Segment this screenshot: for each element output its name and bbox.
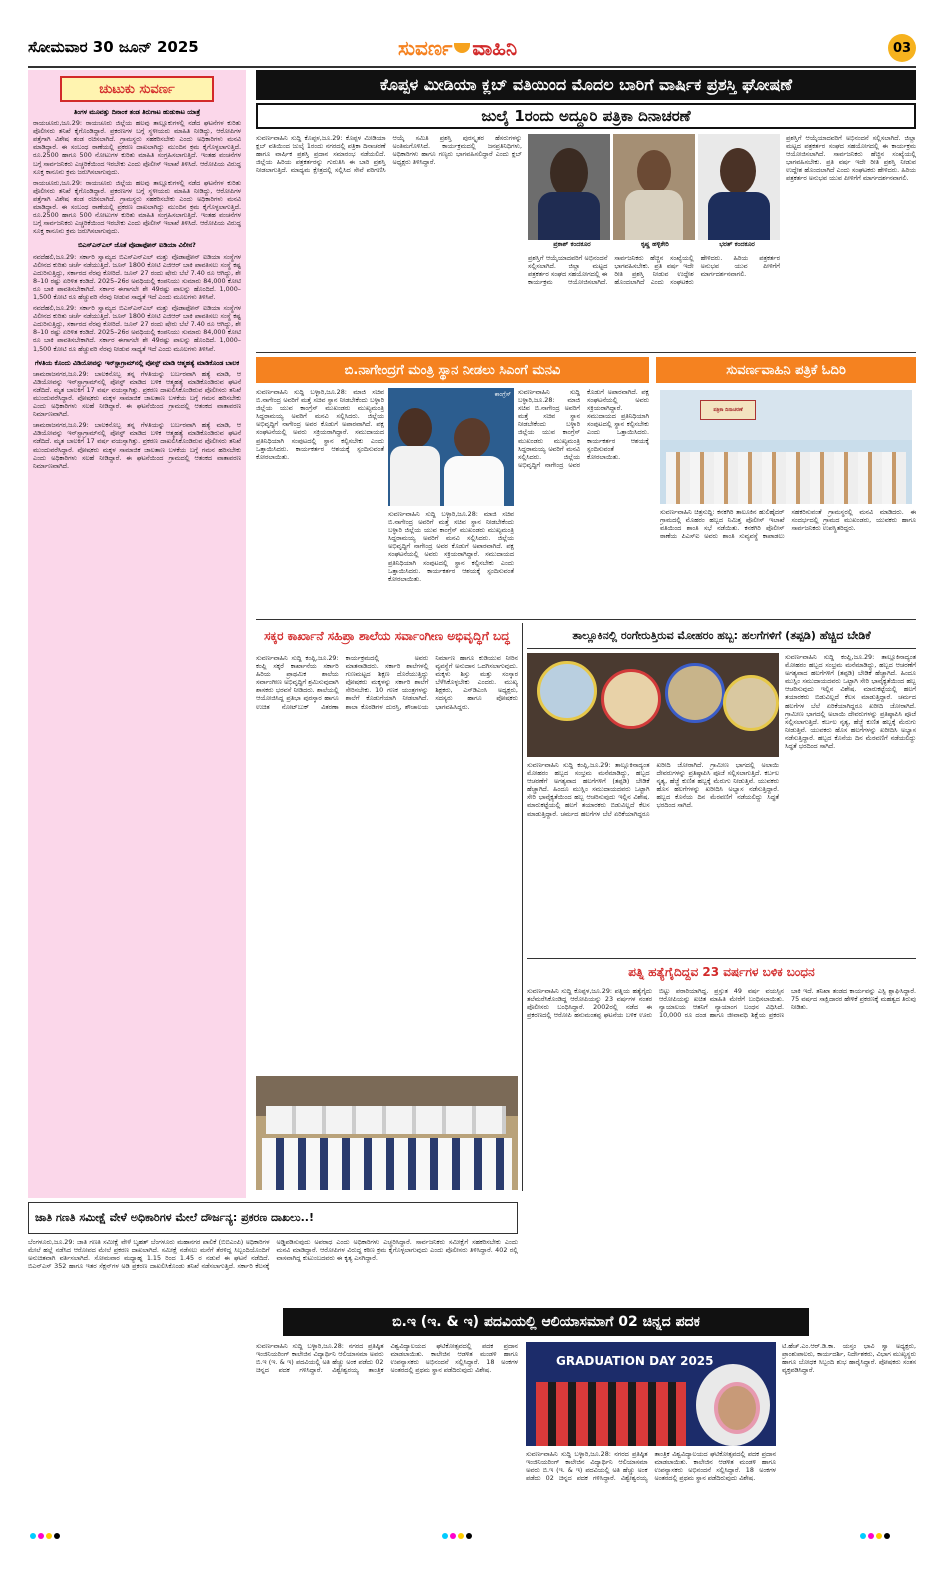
registration-marks-right [860,1524,892,1543]
caste-headline: ಜಾತಿ ಗಣತಿ ಸಮೀಕ್ಷೆ ವೇಳೆ ಅಧಿಕಾರಿಗಳ ಮೇಲೆ ದೌರ್ಜನ್ಯ: ಪ್ರಕರಣ ದಾಖಲು..! [35,1211,315,1224]
medal-body-left: ಸುವರ್ಣವಾಹಿನಿ ಸುದ್ದಿ ಬಳ್ಳಾರಿ,ಜೂ.28: ನಗರದ ಪ್ರತಿಷ್ಠಿತ ಇಂಜಿನಿಯರಿಂಗ್ ಕಾಲೇಜಿನ ವಿದ್ಯಾರ್ಥಿನಿ ಆಲಿಯಾಸಮಾ ಅವರು ಬಿ.ಇ (ಇ. & ಇ) ಪದವಿಯಲ್ಲಿ ಅತಿ ಹೆಚ್ಚು ಅಂಕ ಪಡೆದು 02 ಚಿನ್ನದ ಪದಕ ಗಳಿಸಿದ್ದಾರೆ. ವಿಶ್ವೇಶ್ವರಯ್ಯ ತಾಂತ್ರಿಕ ವಿಶ್ವವಿದ್ಯಾಲಯದ ಘಟಿಕೋತ್ಸವದಲ್ಲಿ ಪದಕ ಪ್ರದಾನ ಮಾಡಲಾಯಿತು. ಕಾಲೇಜಿನ ಆಡಳಿತ ಮಂಡಳಿ ಹಾಗೂ ಉಪನ್ಯಾಸಕರು ಅಭಿನಂದನೆ ಸಲ್ಲಿಸಿದ್ದಾರೆ. 18 ಅಂಕಗಳ ಅಂತರದಲ್ಲಿ ಪ್ರಥಮ ಸ್ಥಾನ ಪಡೆದಿರುವುದು ವಿಶೇಷ. [256,1342,518,1375]
sidebar-story2-body-cont: ನವದೆಹಲಿ,ಜೂ.29: ಸರ್ಕಾರಿ ಸ್ವಾಮ್ಯದ ಬಿಎಸ್‌ಎನ್‌ಎಲ್ ಮತ್ತು ವೊಡಾಫೋನ್ ಐಡಿಯಾ ಸಂಸ್ಥೆಗಳ ವಿಲೀನದ ಕುರಿತು ಚರ್ಚೆ ನಡೆಯುತ್ತಿದೆ. ಜೂನ್ 1800 ಕೋಟಿ ಎಜಿಆರ್ ಬಾಕಿ ಪಾವತಿಸಲು ಸಂಸ್ಥೆ ಕಷ್ಟ ಎದುರಿಸುತ್ತಿದ್ದು, ಸರ್ಕಾರದ ನೆರವು ಕೋರಿದೆ. ಜೂನ್ 27 ರಂದು ಷೇರು ಬೆಲೆ 7.40 ರೂ ಆಗಿದ್ದು, ಶೇ 8–10 ರಷ್ಟು ಏರಿಳಿತ ಕಂಡಿದೆ. 2025–26ರ ಅವಧಿಯಲ್ಲಿ ಕಂಪನಿಯು ಸುಮಾರು 84,000 ಕೋಟಿ ರೂ ಬಾಕಿ ಪಾವತಿಸಬೇಕಾಗಿದೆ. ಸರ್ಕಾರ ಈಗಾಗಲೇ ಶೇ 49ರಷ್ಟು ಪಾಲನ್ನು ಹೊಂದಿದೆ. 1,000–1,500 ಕೋಟಿ ರೂ ಹೆಚ್ಚುವರಿ ನೆರವು ನೀಡುವ ಸಾಧ್ಯತೆ ಇದೆ ಎಂದು ಮೂಲಗಳು ತಿಳಿಸಿವೆ. [33,304,241,353]
sidebar-story3-headline: ಗೆಳತಿಯ ಕೊಂದು ವಿಡಿಯೋವನ್ನು ಇನ್‌ಸ್ಟಾಗ್ರಾಮ್‌ನಲ್ಲಿ ಪೋಸ್ಟ್ ಮಾಡಿ ಆತ್ಮಹತ್ಯೆ ಮಾಡಿಕೊಂಡ ಬಾಲಕ [34,358,240,367]
divider-school-v [522,623,523,1191]
issue-date: ಸೋಮವಾರ 30 ಜೂನ್ 2025 [28,38,199,56]
arrest-headline: ಪತ್ನಿ ಹತ್ಯೆಗೈದಿದ್ದವ 23 ವರ್ಷಗಳ ಬಳಿಕ ಬಂಧನ [628,964,815,979]
caption-1: ಪ್ರಕಾಶ್ ಕಂದಕೂರ [553,240,591,248]
muharram-body-right: ಸುವರ್ಣವಾಹಿನಿ ಸುದ್ದಿ ಕಂಪ್ಲಿ,ಜೂ.29: ತಾಲ್ಲೂಕಿನಾದ್ಯಂತ ಮೋಹರಂ ಹಬ್ಬದ ಸಂಭ್ರಮ ಮನೆಮಾಡಿದ್ದು, ಹಬ್ಬದ ಆಚರಣೆಗೆ ಅಗತ್ಯವಾದ ಹಲಗೆಗಳಿಗೆ (ತಪ್ಪಡಿ) ಬೇಡಿಕೆ ಹೆಚ್ಚಾಗಿದೆ. ಹಿಂದೂ ಮುಸ್ಲಿಂ ಸಮುದಾಯದವರು ಒಟ್ಟಾಗಿ ಸೇರಿ ಭಾವೈಕ್ಯತೆಯಿಂದ ಹಬ್ಬ ಆಚರಿಸುವುದು ಇಲ್ಲಿನ ವಿಶೇಷ. ಮಾರುಕಟ್ಟೆಯಲ್ಲಿ ಹಲಗೆ ತಯಾರಕರು ಬಿಡುವಿಲ್ಲದೆ ಕೆಲಸ ಮಾಡುತ್ತಿದ್ದಾರೆ. ಚರ್ಮದ ಹಲಗೆಗಳ ಬೆಲೆ ಏರಿಕೆಯಾಗಿದ್ದರೂ ಖರೀದಿ ಜೋರಾಗಿದೆ. ಗ್ರಾಮೀಣ ಭಾಗದಲ್ಲಿ ಅಲಾಯಿ ದೇವರುಗಳನ್ನು ಪ್ರತಿಷ್ಠಾಪಿಸಿ ಪೂಜೆ ಸಲ್ಲಿಸಲಾಗುತ್ತಿದೆ. ಕರ್ಬಲ ನೃತ್ಯ, ಹೆಜ್ಜೆ ಕುಣಿತ ಹಬ್ಬಕ್ಕೆ ಮೆರುಗು ನೀಡುತ್ತಿವೆ. ಯುವಕರು ಹೊಸ ಹಲಗೆಗಳನ್ನು ಖರೀದಿಸಿ ಅಭ್ಯಾಸ ನಡೆಸುತ್ತಿದ್ದಾರೆ. ಹಬ್ಬದ ಕೊನೆಯ ದಿನ ಮೆರವಣಿಗೆ ನಡೆಯಲಿದ್ದು ಸಿದ್ಧತೆ ಭರದಿಂದ ಸಾಗಿದೆ. [785,653,916,751]
sidebar-title-box [60,76,214,102]
peace-meeting-photo [660,390,912,504]
medal-headline: ಬಿ.ಇ (ಇ. & ಇ) ಪದವಿಯಲ್ಲಿ ಆಲಿಯಾಸಮಾಗೆ 02 ಚಿನ್ನದ ಪದಕ [283,1308,809,1336]
masthead-rule [28,66,916,68]
top-story-body-right: ಪ್ರಶಸ್ತಿಗೆ ಆಯ್ಕೆಯಾದವರಿಗೆ ಅಭಿನಂದನೆ ಸಲ್ಲಿಸಲಾಗಿದೆ. ಜಿಲ್ಲಾ ಮಟ್ಟದ ಪತ್ರಕರ್ತರ ಸಂಘದ ಸಹಯೋಗದಲ್ಲಿ ಈ ಕಾರ್ಯಕ್ರಮ ಆಯೋಜಿಸಲಾಗಿದೆ. ಸಾರ್ವಜನಿಕರು ಹೆಚ್ಚಿನ ಸಂಖ್ಯೆಯಲ್ಲಿ ಭಾಗವಹಿಸಬೇಕು. ಪ್ರತಿ ವರ್ಷ ಇದೇ ರೀತಿ ಪ್ರಶಸ್ತಿ ನೀಡುವ ಉದ್ದೇಶ ಹೊಂದಲಾಗಿದೆ ಎಂದು ಸಂಘಟಕರು ಹೇಳಿದರು. ಹಿರಿಯ ಪತ್ರಕರ್ತರ ಅನುಭವ ಯುವ ಪೀಳಿಗೆಗೆ ಮಾರ್ಗದರ್ಶನವಾಗಲಿ. [786,134,916,183]
masthead [28,34,916,66]
registration-marks-mid [442,1524,474,1543]
sidebar-story2-body: ನವದೆಹಲಿ,ಜೂ.29: ಸರ್ಕಾರಿ ಸ್ವಾಮ್ಯದ ಬಿಎಸ್‌ಎನ್‌ಎಲ್ ಮತ್ತು ವೊಡಾಫೋನ್ ಐಡಿಯಾ ಸಂಸ್ಥೆಗಳ ವಿಲೀನದ ಕುರಿತು ಚರ್ಚೆ ನಡೆಯುತ್ತಿದೆ. ಜೂನ್ 1800 ಕೋಟಿ ಎಜಿಆರ್ ಬಾಕಿ ಪಾವತಿಸಲು ಸಂಸ್ಥೆ ಕಷ್ಟ ಎದುರಿಸುತ್ತಿದ್ದು, ಸರ್ಕಾರದ ನೆರವು ಕೋರಿದೆ. ಜೂನ್ 27 ರಂದು ಷೇರು ಬೆಲೆ 7.40 ರೂ ಆಗಿದ್ದು, ಶೇ 8–10 ರಷ್ಟು ಏರಿಳಿತ ಕಂಡಿದೆ. 2025–26ರ ಅವಧಿಯಲ್ಲಿ ಕಂಪನಿಯು ಸುಮಾರು 84,000 ಕೋಟಿ ರೂ ಬಾಕಿ ಪಾವತಿಸಬೇಕಾಗಿದೆ. ಸರ್ಕಾರ ಈಗಾಗಲೇ ಶೇ 49ರಷ್ಟು ಪಾಲನ್ನು ಹೊಂದಿದೆ. 1,000–1,500 ಕೋಟಿ ರೂ ಹೆಚ್ಚುವರಿ ನೆರವು ನೀಡುವ ಸಾಧ್ಯತೆ ಇದೆ ಎಂದು ಮೂಲಗಳು ತಿಳಿಸಿವೆ. [33,252,241,301]
journalist-photo-1 [528,134,610,240]
journalist-photo-2 [613,134,695,240]
top-story-body-mid: ಪ್ರಶಸ್ತಿಗೆ ಆಯ್ಕೆಯಾದವರಿಗೆ ಅಭಿನಂದನೆ ಸಲ್ಲಿಸಲಾಗಿದೆ. ಜಿಲ್ಲಾ ಮಟ್ಟದ ಪತ್ರಕರ್ತರ ಸಂಘದ ಸಹಯೋಗದಲ್ಲಿ ಈ ಕಾರ್ಯಕ್ರಮ ಆಯೋಜಿಸಲಾಗಿದೆ. ಸಾರ್ವಜನಿಕರು ಹೆಚ್ಚಿನ ಸಂಖ್ಯೆಯಲ್ಲಿ ಭಾಗವಹಿಸಬೇಕು. ಪ್ರತಿ ವರ್ಷ ಇದೇ ರೀತಿ ಪ್ರಶಸ್ತಿ ನೀಡುವ ಉದ್ದೇಶ ಹೊಂದಲಾಗಿದೆ ಎಂದು ಸಂಘಟಕರು ಹೇಳಿದರು. ಹಿರಿಯ ಪತ್ರಕರ್ತರ ಅನುಭವ ಯುವ ಪೀಳಿಗೆಗೆ ಮಾರ್ಗದರ್ಶನವಾಗಲಿ. [528,254,780,287]
sidebar-story1-body-cont: ರಾಯಚೂರು,ಜೂ.29: ರಾಯಚೂರು ಜಿಲ್ಲೆಯ ಹಲವು ತಾಲ್ಲೂಕುಗಳಲ್ಲಿ ನಡೆದ ಘಟನೆಗಳ ಕುರಿತು ಪೊಲೀಸರು ತನಿಖೆ ಕೈಗೊಂಡಿದ್ದಾರೆ. ಪ್ರಕರಣಗಳ ಬಗ್ಗೆ ಸ್ಥಳೀಯರು ಮಾಹಿತಿ ನೀಡಿದ್ದು, ಆರೋಪಿಗಳ ಪತ್ತೆಗಾಗಿ ವಿಶೇಷ ತಂಡ ರಚಿಸಲಾಗಿದೆ. ಗ್ರಾಮಸ್ಥರು ಸಹಕರಿಸಬೇಕು ಎಂದು ಅಧಿಕಾರಿಗಳು ಮನವಿ ಮಾಡಿದ್ದಾರೆ. ಈ ಸಂಬಂಧ ಠಾಣೆಯಲ್ಲಿ ಪ್ರಕರಣ ದಾಖಲಾಗಿದ್ದು ಮುಂದಿನ ಕ್ರಮ ಕೈಗೊಳ್ಳಲಾಗುತ್ತಿದೆ. ರೂ.2500 ಹಾಗೂ 500 ನೋಟುಗಳ ಕುರಿತು ಮಾಹಿತಿ ಸಂಗ್ರಹಿಸಲಾಗುತ್ತಿದೆ. ಇಂತಹ ವಂಚನೆಗಳ ಬಗ್ಗೆ ಸಾರ್ವಜನಿಕರು ಎಚ್ಚರಿಕೆಯಿಂದ ಇರಬೇಕು ಎಂದು ಪೊಲೀಸ್ ಇಲಾಖೆ ತಿಳಿಸಿದೆ. ಆರೋಪಿಯ ವಿರುದ್ಧ ಸೂಕ್ತ ಕಾನೂನು ಕ್ರಮ ಜರುಗಿಸಲಾಗುವುದು. [33,178,241,236]
nagendra-photo [388,388,514,506]
logo-left: ಸುವರ್ಣ [398,36,453,60]
divider-3 [527,958,916,959]
graduation-photo [526,1342,776,1446]
divider-1 [256,352,916,353]
sidebar-story2-headline: ಬಿಎಸ್‌ಎನ್‌ಎಲ್ ಜೊತೆ ವೊಡಾಫೋನ್ ಐಡಿಯಾ ವಿಲೀನ? [78,241,196,250]
read-paper-headline: ಸುವರ್ಣವಾಹಿನಿ ಪತ್ರಿಕೆ ಓದಿರಿ [656,357,916,383]
muharram-body-left: ಸುವರ್ಣವಾಹಿನಿ ಸುದ್ದಿ ಕಂಪ್ಲಿ,ಜೂ.29: ತಾಲ್ಲೂಕಿನಾದ್ಯಂತ ಮೋಹರಂ ಹಬ್ಬದ ಸಂಭ್ರಮ ಮನೆಮಾಡಿದ್ದು, ಹಬ್ಬದ ಆಚರಣೆಗೆ ಅಗತ್ಯವಾದ ಹಲಗೆಗಳಿಗೆ (ತಪ್ಪಡಿ) ಬೇಡಿಕೆ ಹೆಚ್ಚಾಗಿದೆ. ಹಿಂದೂ ಮುಸ್ಲಿಂ ಸಮುದಾಯದವರು ಒಟ್ಟಾಗಿ ಸೇರಿ ಭಾವೈಕ್ಯತೆಯಿಂದ ಹಬ್ಬ ಆಚರಿಸುವುದು ಇಲ್ಲಿನ ವಿಶೇಷ. ಮಾರುಕಟ್ಟೆಯಲ್ಲಿ ಹಲಗೆ ತಯಾರಕರು ಬಿಡುವಿಲ್ಲದೆ ಕೆಲಸ ಮಾಡುತ್ತಿದ್ದಾರೆ. ಚರ್ಮದ ಹಲಗೆಗಳ ಬೆಲೆ ಏರಿಕೆಯಾಗಿದ್ದರೂ ಖರೀದಿ ಜೋರಾಗಿದೆ. ಗ್ರಾಮೀಣ ಭಾಗದಲ್ಲಿ ಅಲಾಯಿ ದೇವರುಗಳನ್ನು ಪ್ರತಿಷ್ಠಾಪಿಸಿ ಪೂಜೆ ಸಲ್ಲಿಸಲಾಗುತ್ತಿದೆ. ಕರ್ಬಲ ನೃತ್ಯ, ಹೆಜ್ಜೆ ಕುಣಿತ ಹಬ್ಬಕ್ಕೆ ಮೆರುಗು ನೀಡುತ್ತಿವೆ. ಯುವಕರು ಹೊಸ ಹಲಗೆಗಳನ್ನು ಖರೀದಿಸಿ ಅಭ್ಯಾಸ ನಡೆಸುತ್ತಿದ್ದಾರೆ. ಹಬ್ಬದ ಕೊನೆಯ ದಿನ ಮೆರವಣಿಗೆ ನಡೆಯಲಿದ್ದು ಸಿದ್ಧತೆ ಭರದಿಂದ ಸಾಗಿದೆ. [527,761,779,818]
sidebar-story1-headline: ತಿಂಗಳ ಮೂವತ್ತು ದಿನಾಂಕ ತಂಡ ತಿರುಗಾಟ ಹುಡುಕಾಟ ಯಾತ್ರೆ [73,108,201,116]
masthead-logo [398,34,517,62]
caste-body: ಬೆಂಗಳೂರು,ಜೂ.29: ಜಾತಿ ಗಣತಿ ಸಮೀಕ್ಷೆ ವೇಳೆ ಬೃಹತ್ ಬೆಂಗಳೂರು ಮಹಾನಗರ ಪಾಲಿಕೆ (ಬಿಬಿಎಂಪಿ) ಅಧಿಕಾರಿಗಳ ಮೇಲೆ ಹಲ್ಲೆ ನಡೆಸಿದ ಆರೋಪದ ಮೇಲೆ ಪ್ರಕರಣ ದಾಖಲಾಗಿದೆ. ಸಮೀಕ್ಷೆ ನಡೆಸಲು ಮನೆಗೆ ತೆರಳಿದ್ದ ಸಿಬ್ಬಂದಿಯೊಂದಿಗೆ ಅನುಚಿತವಾಗಿ ವರ್ತಿಸಲಾಗಿದೆ. ಸೋಮವಾರ ಮಧ್ಯಾಹ್ನ 1.15 ರಿಂದ 1.45 ರ ನಡುವೆ ಈ ಘಟನೆ ನಡೆದಿದೆ. ಬಿಎನ್‌ಎಸ್ 352 ಹಾಗೂ ಇತರ ಸೆಕ್ಷನ್‌ಗಳ ಅಡಿ ಪ್ರಕರಣ ದಾಖಲಿಸಿಕೊಂಡು ತನಿಖೆ ನಡೆಸಲಾಗುತ್ತಿದೆ. ಸರ್ಕಾರಿ ಕೆಲಸಕ್ಕೆ ಅಡ್ಡಿಪಡಿಸುವುದು ಅಪರಾಧ ಎಂದು ಅಧಿಕಾರಿಗಳು ಎಚ್ಚರಿಸಿದ್ದಾರೆ. ಸಾರ್ವಜನಿಕರು ಸಮೀಕ್ಷೆಗೆ ಸಹಕರಿಸಬೇಕು ಎಂದು ಮನವಿ ಮಾಡಿದ್ದಾರೆ. ಆರೋಪಿಗಳ ವಿರುದ್ಧ ಕಠಿಣ ಕ್ರಮ ಕೈಗೊಳ್ಳಲಾಗುವುದು ಎಂದು ಪೊಲೀಸರು ತಿಳಿಸಿದ್ದಾರೆ. 402 ರಲ್ಲಿ ವಾಸವಾಗಿದ್ದ ಕುಟುಂಬದವರು ಈ ಕೃತ್ಯ ಎಸಗಿದ್ದಾರೆ. [28,1238,518,1271]
muharram-headline: ತಾಲ್ಲೂಕಿನಲ್ಲಿ ರಂಗೇರುತ್ತಿರುವ ಮೋಹರಂ ಹಬ್ಬ: ಹಲಗೆಗಳಿಗೆ (ತಪ್ಪಡಿ) ಹೆಚ್ಚಿದ ಬೇಡಿಕೆ [527,623,916,649]
school-body: ಸುವರ್ಣವಾಹಿನಿ ಸುದ್ದಿ ಕಂಪ್ಲಿ,ಜೂ.29: ಕಂಪ್ಲಿ ಸಕ್ಕರೆ ಕಾರ್ಖಾನೆಯ ಸರ್ಕಾರಿ ಹಿರಿಯ ಪ್ರಾಥಮಿಕ ಶಾಲೆಯ ಸರ್ವಾಂಗೀಣ ಅಭಿವೃದ್ಧಿಗೆ ಶ್ರಮಿಸುವುದಾಗಿ ಶಾಸಕರು ಭರವಸೆ ನೀಡಿದರು. ಶಾಲೆಯಲ್ಲಿ ಆಯೋಜಿಸಿದ್ದ ಪ್ರತಿಭಾ ಪುರಸ್ಕಾರ ಹಾಗೂ ಉಚಿತ ನೋಟ್‌ಬುಕ್ ವಿತರಣಾ ಕಾರ್ಯಕ್ರಮದಲ್ಲಿ ಅವರು ಮಾತನಾಡಿದರು. ಸರ್ಕಾರಿ ಶಾಲೆಗಳಲ್ಲಿ ಗುಣಮಟ್ಟದ ಶಿಕ್ಷಣ ದೊರೆಯುತ್ತಿದ್ದು ಪೋಷಕರು ಮಕ್ಕಳನ್ನು ಸರ್ಕಾರಿ ಶಾಲೆಗೆ ಸೇರಿಸಬೇಕು. 10 ಗಣಕ ಯಂತ್ರಗಳನ್ನು ಶಾಲೆಗೆ ಕೊಡುಗೆಯಾಗಿ ನೀಡಲಾಗಿದೆ. ಶಾಲಾ ಕೊಠಡಿಗಳ ದುರಸ್ತಿ, ಶೌಚಾಲಯ ನಿರ್ಮಾಣ ಹಾಗೂ ಕುಡಿಯುವ ನೀರಿನ ವ್ಯವಸ್ಥೆಗೆ ಅನುದಾನ ಒದಗಿಸಲಾಗುವುದು. ಮಕ್ಕಳು ಶಿಸ್ತು ಮತ್ತು ಸಂಸ್ಕಾರ ಬೆಳೆಸಿಕೊಳ್ಳಬೇಕು ಎಂದರು. ಮುಖ್ಯ ಶಿಕ್ಷಕರು, ಎಸ್‌ಡಿಎಂಸಿ ಅಧ್ಯಕ್ಷರು, ಸದಸ್ಯರು ಹಾಗೂ ಪೋಷಕರು ಭಾಗವಹಿಸಿದ್ದರು. [256,654,518,711]
sidebar-story3-body: ಚಾಮರಾಜನಗರ,ಜೂ.29: ಬಾಲಕನೊಬ್ಬ ತನ್ನ ಗೆಳತಿಯನ್ನು ಬರ್ಬರವಾಗಿ ಹತ್ಯೆ ಮಾಡಿ, ಆ ವಿಡಿಯೋವನ್ನು ಇನ್‌ಸ್ಟಾಗ್ರಾಮ್‌ನಲ್ಲಿ ಪೋಸ್ಟ್ ಮಾಡಿದ ಬಳಿಕ ಆತ್ಮಹತ್ಯೆ ಮಾಡಿಕೊಂಡಿರುವ ಘಟನೆ ನಡೆದಿದೆ. ಮೃತ ಬಾಲಕಿಗೆ 17 ವರ್ಷ ವಯಸ್ಸಾಗಿತ್ತು. ಪ್ರಕರಣ ದಾಖಲಿಸಿಕೊಂಡಿರುವ ಪೊಲೀಸರು ತನಿಖೆ ಮುಂದುವರೆಸಿದ್ದಾರೆ. ಪೋಷಕರು ಮಕ್ಕಳ ಸಾಮಾಜಿಕ ಜಾಲತಾಣ ಬಳಕೆಯ ಬಗ್ಗೆ ಗಮನ ಹರಿಸಬೇಕು ಎಂದು ಅಧಿಕಾರಿಗಳು ಸಲಹೆ ನೀಡಿದ್ದಾರೆ. ಈ ಘಟನೆಯಿಂದ ಗ್ರಾಮದಲ್ಲಿ ಆತಂಕದ ವಾತಾವರಣ ನಿರ್ಮಾಣವಾಗಿದೆ. [33,369,241,419]
top-story-body-left: ಸುವರ್ಣವಾಹಿನಿ ಸುದ್ದಿ ಕೊಪ್ಪಳ,ಜೂ.29: ಕೊಪ್ಪಳ ಮೀಡಿಯಾ ಕ್ಲಬ್ ವತಿಯಿಂದ ಜುಲೈ 1ರಂದು ನಗರದಲ್ಲಿ ಪತ್ರಿಕಾ ದಿನಾಚರಣೆ ಹಾಗೂ ವಾರ್ಷಿಕ ಪ್ರಶಸ್ತಿ ಪ್ರದಾನ ಸಮಾರಂಭ ನಡೆಯಲಿದೆ. ಜಿಲ್ಲೆಯ ಹಿರಿಯ ಪತ್ರಕರ್ತರನ್ನು ಗುರುತಿಸಿ ಈ ಬಾರಿ ಪ್ರಶಸ್ತಿ ನೀಡಲಾಗುತ್ತಿದೆ. ಮಾಧ್ಯಮ ಕ್ಷೇತ್ರದಲ್ಲಿ ಸಲ್ಲಿಸಿದ ಸೇವೆ ಪರಿಗಣಿಸಿ ಆಯ್ಕೆ ಸಮಿತಿ ಪ್ರಶಸ್ತಿ ಪುರಸ್ಕೃತರ ಹೆಸರುಗಳನ್ನು ಅಂತಿಮಗೊಳಿಸಿದೆ. ಕಾರ್ಯಕ್ರಮದಲ್ಲಿ ಜನಪ್ರತಿನಿಧಿಗಳು, ಅಧಿಕಾರಿಗಳು ಹಾಗೂ ಗಣ್ಯರು ಭಾಗವಹಿಸಲಿದ್ದಾರೆ ಎಂದು ಕ್ಲಬ್ ಅಧ್ಯಕ್ಷರು ತಿಳಿಸಿದ್ದಾರೆ. [256,134,522,175]
medal-body-mid: ಸುವರ್ಣವಾಹಿನಿ ಸುದ್ದಿ ಬಳ್ಳಾರಿ,ಜೂ.28: ನಗರದ ಪ್ರತಿಷ್ಠಿತ ಇಂಜಿನಿಯರಿಂಗ್ ಕಾಲೇಜಿನ ವಿದ್ಯಾರ್ಥಿನಿ ಆಲಿಯಾಸಮಾ ಅವರು ಬಿ.ಇ (ಇ. & ಇ) ಪದವಿಯಲ್ಲಿ ಅತಿ ಹೆಚ್ಚು ಅಂಕ ಪಡೆದು 02 ಚಿನ್ನದ ಪದಕ ಗಳಿಸಿದ್ದಾರೆ. ವಿಶ್ವೇಶ್ವರಯ್ಯ ತಾಂತ್ರಿಕ ವಿಶ್ವವಿದ್ಯಾಲಯದ ಘಟಿಕೋತ್ಸವದಲ್ಲಿ ಪದಕ ಪ್ರದಾನ ಮಾಡಲಾಯಿತು. ಕಾಲೇಜಿನ ಆಡಳಿತ ಮಂಡಳಿ ಹಾಗೂ ಉಪನ್ಯಾಸಕರು ಅಭಿನಂದನೆ ಸಲ್ಲಿಸಿದ್ದಾರೆ. 18 ಅಂಕಗಳ ಅಂತರದಲ್ಲಿ ಪ್ರಥಮ ಸ್ಥಾನ ಪಡೆದಿರುವುದು ವಿಶೇಷ. [526,1450,776,1483]
nagendra-body-right: ಸುವರ್ಣವಾಹಿನಿ ಸುದ್ದಿ ಬಳ್ಳಾರಿ,ಜೂ.28: ಮಾಜಿ ಸಚಿವ ಬಿ.ನಾಗೇಂದ್ರ ಅವರಿಗೆ ಮತ್ತೆ ಸಚಿವ ಸ್ಥಾನ ನೀಡಬೇಕೆಂದು ಬಳ್ಳಾರಿ ಜಿಲ್ಲೆಯ ಯುವ ಕಾಂಗ್ರೆಸ್ ಮುಖಂಡರು ಮುಖ್ಯಮಂತ್ರಿ ಸಿದ್ದರಾಮಯ್ಯ ಅವರಿಗೆ ಮನವಿ ಸಲ್ಲಿಸಿದರು. ಜಿಲ್ಲೆಯ ಅಭಿವೃದ್ಧಿಗೆ ನಾಗೇಂದ್ರ ಅವರ ಕೊಡುಗೆ ಅಪಾರವಾಗಿದೆ. ಪಕ್ಷ ಸಂಘಟನೆಯಲ್ಲಿ ಅವರು ಸಕ್ರಿಯರಾಗಿದ್ದಾರೆ. ಸಮುದಾಯದ ಪ್ರತಿನಿಧಿಯಾಗಿ ಸಂಪುಟದಲ್ಲಿ ಸ್ಥಾನ ಕಲ್ಪಿಸಬೇಕು ಎಂದು ಒತ್ತಾಯಿಸಿದರು. ಕಾರ್ಯಕರ್ತರ ಆಶಯಕ್ಕೆ ಸ್ಪಂದಿಸುವಂತೆ ಕೋರಲಾಯಿತು. [518,388,649,469]
page-number: 03 [888,34,916,62]
sidebar-story1-body: ರಾಯಚೂರು,ಜೂ.29: ರಾಯಚೂರು ಜಿಲ್ಲೆಯ ಹಲವು ತಾಲ್ಲೂಕುಗಳಲ್ಲಿ ನಡೆದ ಘಟನೆಗಳ ಕುರಿತು ಪೊಲೀಸರು ತನಿಖೆ ಕೈಗೊಂಡಿದ್ದಾರೆ. ಪ್ರಕರಣಗಳ ಬಗ್ಗೆ ಸ್ಥಳೀಯರು ಮಾಹಿತಿ ನೀಡಿದ್ದು, ಆರೋಪಿಗಳ ಪತ್ತೆಗಾಗಿ ವಿಶೇಷ ತಂಡ ರಚಿಸಲಾಗಿದೆ. ಗ್ರಾಮಸ್ಥರು ಸಹಕರಿಸಬೇಕು ಎಂದು ಅಧಿಕಾರಿಗಳು ಮನವಿ ಮಾಡಿದ್ದಾರೆ. ಈ ಸಂಬಂಧ ಠಾಣೆಯಲ್ಲಿ ಪ್ರಕರಣ ದಾಖಲಾಗಿದ್ದು ಮುಂದಿನ ಕ್ರಮ ಕೈಗೊಳ್ಳಲಾಗುತ್ತಿದೆ. ರೂ.2500 ಹಾಗೂ 500 ನೋಟುಗಳ ಕುರಿತು ಮಾಹಿತಿ ಸಂಗ್ರಹಿಸಲಾಗುತ್ತಿದೆ. ಇಂತಹ ವಂಚನೆಗಳ ಬಗ್ಗೆ ಸಾರ್ವಜನಿಕರು ಎಚ್ಚರಿಕೆಯಿಂದ ಇರಬೇಕು ಎಂದು ಪೊಲೀಸ್ ಇಲಾಖೆ ತಿಳಿಸಿದೆ. ಆರೋಪಿಯ ವಿರುದ್ಧ ಸೂಕ್ತ ಕಾನೂನು ಕ್ರಮ ಜರುಗಿಸಲಾಗುವುದು. [33,119,241,176]
muharram-photo [527,653,779,757]
logo-right: ವಾಹಿನಿ [472,36,518,60]
sidebar-story3-body-cont: ಚಾಮರಾಜನಗರ,ಜೂ.29: ಬಾಲಕನೊಬ್ಬ ತನ್ನ ಗೆಳತಿಯನ್ನು ಬರ್ಬರವಾಗಿ ಹತ್ಯೆ ಮಾಡಿ, ಆ ವಿಡಿಯೋವನ್ನು ಇನ್‌ಸ್ಟಾಗ್ರಾಮ್‌ನಲ್ಲಿ ಪೋಸ್ಟ್ ಮಾಡಿದ ಬಳಿಕ ಆತ್ಮಹತ್ಯೆ ಮಾಡಿಕೊಂಡಿರುವ ಘಟನೆ ನಡೆದಿದೆ. ಮೃತ ಬಾಲಕಿಗೆ 17 ವರ್ಷ ವಯಸ್ಸಾಗಿತ್ತು. ಪ್ರಕರಣ ದಾಖಲಿಸಿಕೊಂಡಿರುವ ಪೊಲೀಸರು ತನಿಖೆ ಮುಂದುವರೆಸಿದ್ದಾರೆ. ಪೋಷಕರು ಮಕ್ಕಳ ಸಾಮಾಜಿಕ ಜಾಲತಾಣ ಬಳಕೆಯ ಬಗ್ಗೆ ಗಮನ ಹರಿಸಬೇಕು ಎಂದು ಅಧಿಕಾರಿಗಳು ಸಲಹೆ ನೀಡಿದ್ದಾರೆ. ಈ ಘಟನೆಯಿಂದ ಗ್ರಾಮದಲ್ಲಿ ಆತಂಕದ ವಾತಾವರಣ ನಿರ್ಮಾಣವಾಗಿದೆ. [33,421,241,470]
top-story-photo-captions [528,240,780,250]
sidebar-panel [28,70,246,1198]
registration-marks-left [30,1524,62,1543]
medal-body-right: ಟಿ.ಹೆಚ್.ಎಂ.ಆರ್.ಡಿ.ಕಾ. ಯಸ್ತಂ ಭಾವಿ ಸ್ವಾ ಅಧ್ಯಕ್ಷರು, ಪ್ರಾಂಶುಪಾಲರು, ಕಾರ್ಯದರ್ಶಿ, ನಿರ್ದೇಶಕರು, ವಿಭಾಗ ಮುಖ್ಯಸ್ಥರು ಹಾಗೂ ಬೋಧಕ ಸಿಬ್ಬಂದಿ ಶುಭ ಹಾರೈಸಿದ್ದಾರೆ. ಪೋಷಕರು ಸಂತಸ ವ್ಯಕ್ತಪಡಿಸಿದ್ದಾರೆ. [782,1342,916,1375]
read-paper-body: ಸುವರ್ಣವಾಹಿನಿ ಚಿತ್ರಸುದ್ದಿ: ಕನಕಗಿರಿ ತಾಲೂಕಿನ ಹುಲಿಹೈದರ್ ಗ್ರಾಮದಲ್ಲಿ ಮೊಹರಂ ಹಬ್ಬದ ನಿಮಿತ್ತ ಪೊಲೀಸ್ ಇಲಾಖೆ ವತಿಯಿಂದ ಶಾಂತಿ ಸಭೆ ನಡೆಯಿತು. ಕನಕಗಿರಿ ಪೊಲೀಸ್ ಠಾಣೆಯ ಪಿಎಸ್ಐ ಅವರು ಶಾಂತಿ ಸುವ್ಯವಸ್ಥೆ ಕಾಪಾಡಲು ಸಹಕರಿಸುವಂತೆ ಗ್ರಾಮಸ್ಥರಲ್ಲಿ ಮನವಿ ಮಾಡಿದರು. ಈ ಸಂದರ್ಭದಲ್ಲಿ ಗ್ರಾಮದ ಮುಖಂಡರು, ಯುವಕರು ಹಾಗೂ ಸಾರ್ವಜನಿಕರು ಉಪಸ್ಥಿತರಿದ್ದರು. [660,508,916,541]
nagendra-body-mid: ಸುವರ್ಣವಾಹಿನಿ ಸುದ್ದಿ ಬಳ್ಳಾರಿ,ಜೂ.28: ಮಾಜಿ ಸಚಿವ ಬಿ.ನಾಗೇಂದ್ರ ಅವರಿಗೆ ಮತ್ತೆ ಸಚಿವ ಸ್ಥಾನ ನೀಡಬೇಕೆಂದು ಬಳ್ಳಾರಿ ಜಿಲ್ಲೆಯ ಯುವ ಕಾಂಗ್ರೆಸ್ ಮುಖಂಡರು ಮುಖ್ಯಮಂತ್ರಿ ಸಿದ್ದರಾಮಯ್ಯ ಅವರಿಗೆ ಮನವಿ ಸಲ್ಲಿಸಿದರು. ಜಿಲ್ಲೆಯ ಅಭಿವೃದ್ಧಿಗೆ ನಾಗೇಂದ್ರ ಅವರ ಕೊಡುಗೆ ಅಪಾರವಾಗಿದೆ. ಪಕ್ಷ ಸಂಘಟನೆಯಲ್ಲಿ ಅವರು ಸಕ್ರಿಯರಾಗಿದ್ದಾರೆ. ಸಮುದಾಯದ ಪ್ರತಿನಿಧಿಯಾಗಿ ಸಂಪುಟದಲ್ಲಿ ಸ್ಥಾನ ಕಲ್ಪಿಸಬೇಕು ಎಂದು ಒತ್ತಾಯಿಸಿದರು. ಕಾರ್ಯಕರ್ತರ ಆಶಯಕ್ಕೆ ಸ್ಪಂದಿಸುವಂತೆ ಕೋರಲಾಯಿತು. [388,510,514,583]
nagendra-body-left: ಸುವರ್ಣವಾಹಿನಿ ಸುದ್ದಿ ಬಳ್ಳಾರಿ,ಜೂ.28: ಮಾಜಿ ಸಚಿವ ಬಿ.ನಾಗೇಂದ್ರ ಅವರಿಗೆ ಮತ್ತೆ ಸಚಿವ ಸ್ಥಾನ ನೀಡಬೇಕೆಂದು ಬಳ್ಳಾರಿ ಜಿಲ್ಲೆಯ ಯುವ ಕಾಂಗ್ರೆಸ್ ಮುಖಂಡರು ಮುಖ್ಯಮಂತ್ರಿ ಸಿದ್ದರಾಮಯ್ಯ ಅವರಿಗೆ ಮನವಿ ಸಲ್ಲಿಸಿದರು. ಜಿಲ್ಲೆಯ ಅಭಿವೃದ್ಧಿಗೆ ನಾಗೇಂದ್ರ ಅವರ ಕೊಡುಗೆ ಅಪಾರವಾಗಿದೆ. ಪಕ್ಷ ಸಂಘಟನೆಯಲ್ಲಿ ಅವರು ಸಕ್ರಿಯರಾಗಿದ್ದಾರೆ. ಸಮುದಾಯದ ಪ್ರತಿನಿಧಿಯಾಗಿ ಸಂಪುಟದಲ್ಲಿ ಸ್ಥಾನ ಕಲ್ಪಿಸಬೇಕು ಎಂದು ಒತ್ತಾಯಿಸಿದರು. ಕಾರ್ಯಕರ್ತರ ಆಶಯಕ್ಕೆ ಸ್ಪಂದಿಸುವಂತೆ ಕೋರಲಾಯಿತು. [256,388,384,461]
journalist-photo-3 [698,134,780,240]
top-story-photos [528,134,780,240]
caption-3: ಭರತ್ ಕಂದಕೂರ [719,240,755,248]
caste-headline-box [28,1202,518,1234]
school-headline: ಸಕ್ಕರ ಕಾರ್ಖಾನೆ ಸಹಿಪ್ರಾ ಶಾಲೆಯ ಸರ್ವಾಂಗೀಣ ಅಭಿವೃದ್ಧಿಗೆ ಬದ್ಧ [264,628,510,643]
school-photo [256,1076,518,1190]
meeting-banner-text: ಪತ್ರಿಕಾ ದಿನಾಚರಣೆ [713,407,743,413]
nagendra-photo-label: ಕಾಂಗ್ರೆಸ್ [494,391,511,398]
top-story-subhead: ಜುಲೈ 1ರಂದು ಅದ್ದೂರಿ ಪತ್ರಿಕಾ ದಿನಾಚರಣೆ [256,103,916,129]
caption-2: ಕೃಷ್ಣ ಹಳ್ಳಿಕೇರಿ [641,240,669,248]
divider-2 [256,619,916,620]
arrest-body: ಸುವರ್ಣವಾಹಿನಿ ಸುದ್ದಿ ಕೊಪ್ಪಳ,ಜೂ.29: ಪತ್ನಿಯ ಹತ್ಯೆಗೈದು ತಲೆಮರೆಸಿಕೊಂಡಿದ್ದ ಆರೋಪಿಯನ್ನು 23 ವರ್ಷಗಳ ನಂತರ ಪೊಲೀಸರು ಬಂಧಿಸಿದ್ದಾರೆ. 2002ರಲ್ಲಿ ನಡೆದ ಈ ಪ್ರಕರಣದಲ್ಲಿ ಆರೋಪಿ ಹನುಮಂತಪ್ಪ ಘಟನೆಯ ಬಳಿಕ ಊರು ಬಿಟ್ಟು ಪರಾರಿಯಾಗಿದ್ದ. ಪ್ರಸ್ತುತ 49 ವರ್ಷ ವಯಸ್ಸಿನ ಆರೋಪಿಯನ್ನು ಖಚಿತ ಮಾಹಿತಿ ಮೇರೆಗೆ ಬಂಧಿಸಲಾಯಿತು. ನ್ಯಾಯಾಲಯ ಆತನಿಗೆ ನ್ಯಾಯಾಂಗ ಬಂಧನ ವಿಧಿಸಿದೆ. 10,000 ರೂ ದಂಡ ಹಾಗೂ ಜೀವಾವಧಿ ಶಿಕ್ಷೆಯ ಪ್ರಕರಣ ಬಾಕಿ ಇದೆ. ತನಿಖಾ ತಂಡದ ಕಾರ್ಯವನ್ನು ಎಸ್ಪಿ ಶ್ಲಾಘಿಸಿದ್ದಾರೆ. 75 ವರ್ಷದ ಸಾಕ್ಷಿದಾರರ ಹೇಳಿಕೆ ಪ್ರಕರಣಕ್ಕೆ ಮಹತ್ವದ ತಿರುವು ನೀಡಿತು. [527,987,916,1020]
graduation-banner: GRADUATION DAY 2025 [556,1354,714,1368]
lamp-icon [454,43,470,53]
top-story-headline: ಕೊಪ್ಪಳ ಮೀಡಿಯಾ ಕ್ಲಬ್ ವತಿಯಿಂದ ಮೊದಲ ಬಾರಿಗೆ ವಾರ್ಷಿಕ ಪ್ರಶಸ್ತಿ ಘೋಷಣೆ [256,70,916,100]
sidebar-title: ಚುಟುಕು ಸುವರ್ಣ [99,81,175,97]
nagendra-headline: ಬಿ.ನಾಗೇಂದ್ರಗೆ ಮಂತ್ರಿ ಸ್ಥಾನ ನೀಡಲು ಸಿಎಂಗೆ ಮನವಿ [256,357,649,383]
